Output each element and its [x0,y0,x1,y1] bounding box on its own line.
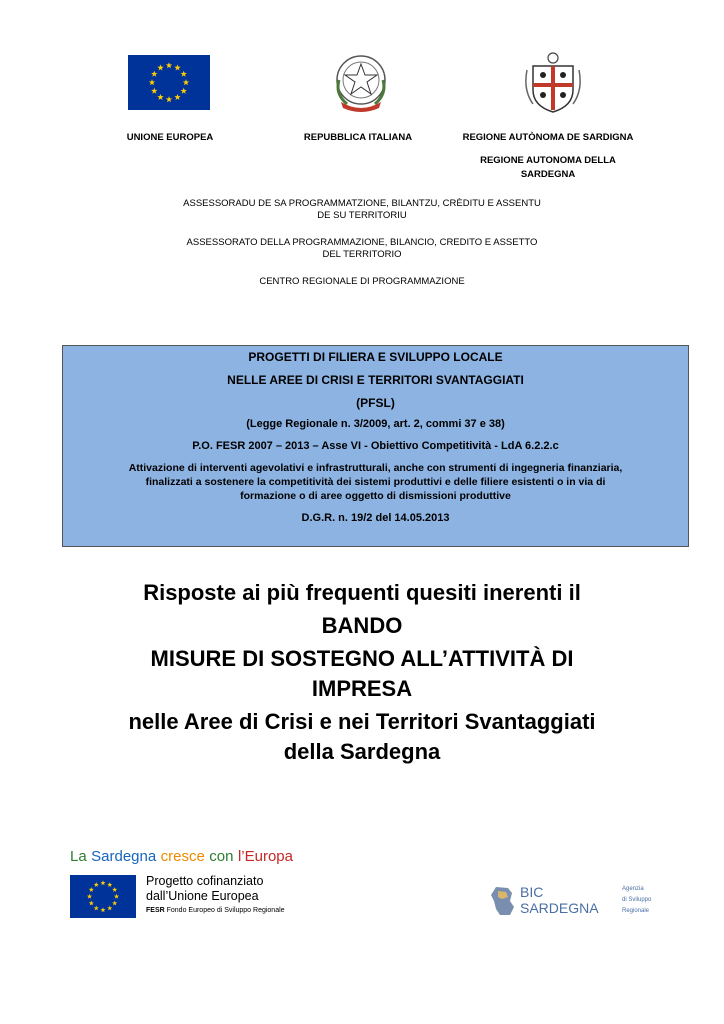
title-line-2: BANDO [321,613,403,638]
bic-subtitle: SARDEGNA [520,900,599,916]
title-line-4: IMPRESA [311,676,413,701]
pfsl-line-7: finalizzati a sostenere la competitività dei sistemi produttivi e delle filiere esistenti o in via di [145,476,606,488]
eu-star-icon [174,64,180,70]
department-sard: ASSESSORADU DE SA PROGRAMMATZIONE, BILANTZU, CRÈDITU E ASSENTU DE SU TERRITORIU [183,198,541,221]
pfsl-line-9: D.G.R. n. 19/2 del 14.05.2013 [301,512,450,524]
sardegna-label-it-2: SARDEGNA [520,169,576,180]
footer-slogan: La Sardegna cresce con l’Europa [70,848,293,865]
title-line-5: nelle Aree di Crisi e nei Territori Svantaggiati [128,709,596,734]
pfsl-line-4: (Legge Regionale n. 3/2009, art. 2, commi 37 e 38) [246,418,505,430]
eu-star-icon [100,880,105,885]
eu-star-icon [149,79,155,85]
bic-title: BIC [520,884,544,900]
pfsl-line-2: NELLE AREE DI CRISI E TERRITORI SVANTAGGIATI [227,373,524,387]
cofinanced-label: Progetto cofinanziato dall’Unione Europea [146,874,264,903]
eu-star-icon [87,894,92,899]
eu-star-icon [94,882,99,887]
pfsl-info-box [62,345,689,547]
eu-star-icon [112,901,117,906]
eu-star-icon [174,94,180,100]
title-line-3: MISURE DI SOSTEGNO ALL’ATTIVITÀ DI [150,646,574,671]
eu-star-icon [166,62,172,68]
eu-star-icon [114,894,119,899]
eu-star-icon [112,887,117,892]
eu-star-icon [107,905,112,910]
agency-label: Agenzia di Sviluppo Regionale [622,886,652,914]
eu-label: UNIONE EUROPEA [126,132,214,143]
italian-emblem-logo [331,50,391,114]
department-ita: ASSESSORATO DELLA PROGRAMMAZIONE, BILANCIO, CREDITO E ASSETTO DEL TERRITORIO [186,237,538,260]
eu-star-icon [183,79,189,85]
footer-eu-flag-logo [70,875,136,918]
eu-star-icon [157,94,163,100]
sardegna-crest-logo [523,50,583,114]
eu-star-icon [89,901,94,906]
sardegna-label-sard: REGIONE AUTÒNOMA DE SARDIGNA [462,132,634,143]
title-line-1: Risposte ai più frequenti quesiti inerenti il [143,580,581,605]
sardegna-label-it-1: REGIONE AUTONOMA DELLA [480,155,616,166]
pfsl-line-6: Attivazione di interventi agevolativi e infrastrutturali, anche con strumenti di ingegneria finanziaria, [128,462,623,474]
pfsl-line-3: (PFSL) [356,396,395,410]
eu-star-icon [151,88,157,94]
pfsl-line-1: PROGETTI DI FILIERA E SVILUPPO LOCALE [248,350,503,364]
title-line-6: della Sardegna [283,739,441,764]
bic-sardegna-logo [488,884,612,920]
eu-star-icon [157,64,163,70]
eu-flag-logo [128,55,210,110]
eu-star-icon [107,882,112,887]
eu-star-icon [94,905,99,910]
eu-star-icon [89,887,94,892]
pfsl-line-5: P.O. FESR 2007 – 2013 – Asse VI - Obiettivo Competitività - LdA 6.2.2.c [192,440,559,452]
eu-star-icon [151,71,157,77]
sardinia-island-icon [488,885,518,917]
eu-star-icon [180,88,186,94]
eu-stars-icon [128,55,210,110]
eu-star-icon [180,71,186,77]
fesr-label: FESR Fondo Europeo di Sviluppo Regionale [146,907,285,914]
eu-star-icon [100,907,105,912]
footer-eu-stars-icon [70,875,136,918]
pfsl-line-8: formazione o di aree oggetto di dismissioni produttive [240,490,511,502]
eu-star-icon [166,96,172,102]
italy-label: REPUBBLICA ITALIANA [303,132,413,143]
regional-centre: CENTRO REGIONALE DI PROGRAMMAZIONE [259,276,465,287]
main-title [40,578,684,767]
